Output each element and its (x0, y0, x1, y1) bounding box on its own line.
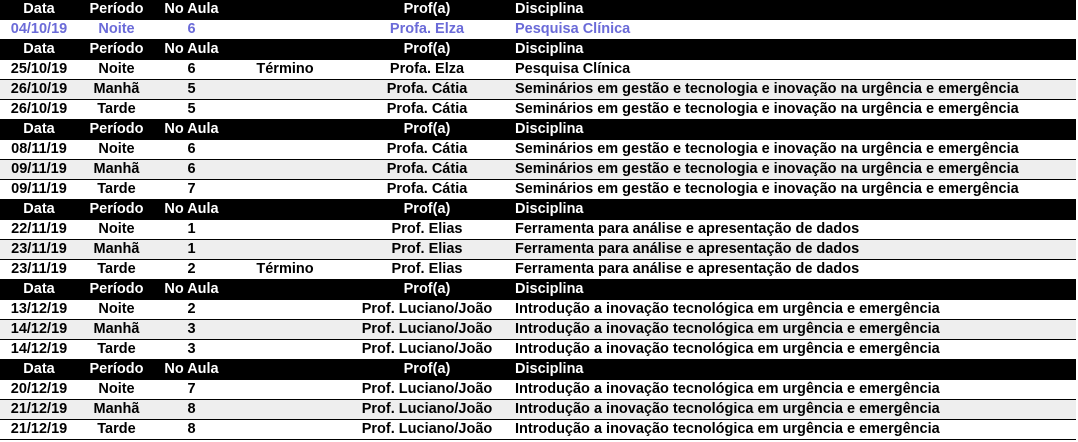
cell-disciplina: Pesquisa Clínica (512, 60, 1076, 80)
cell-periodo: Noite (78, 300, 155, 320)
header-periodo: Período (78, 360, 155, 380)
table-row (0, 180, 1076, 200)
cell-periodo: Noite (78, 60, 155, 80)
table-row (0, 140, 1076, 160)
cell-obs (228, 300, 342, 320)
cell-data: 14/12/19 (0, 320, 78, 340)
cell-disciplina: Ferramenta para análise e apresentação de dados (512, 240, 1076, 260)
header-blank (228, 40, 342, 60)
header-row (0, 120, 1076, 140)
cell-data: 21/12/19 (0, 420, 78, 440)
header-no-aula: No Aula (155, 360, 228, 380)
cell-periodo: Tarde (78, 260, 155, 280)
header-disciplina: Disciplina (512, 280, 1076, 300)
cell-data: 23/11/19 (0, 240, 78, 260)
cell-no-aula: 1 (155, 220, 228, 240)
header-prof: Prof(a) (342, 280, 512, 300)
cell-data: 26/10/19 (0, 100, 78, 120)
header-blank (228, 360, 342, 380)
header-row (0, 360, 1076, 380)
table-row (0, 340, 1076, 360)
header-prof: Prof(a) (342, 120, 512, 140)
cell-no-aula: 5 (155, 80, 228, 100)
header-blank (228, 0, 342, 20)
header-data: Data (0, 280, 78, 300)
cell-periodo: Manhã (78, 400, 155, 420)
cell-disciplina: Introdução a inovação tecnológica em urgência e emergência (512, 420, 1076, 440)
table-row (0, 260, 1076, 280)
cell-periodo: Tarde (78, 100, 155, 120)
cell-data: 09/11/19 (0, 160, 78, 180)
header-disciplina: Disciplina (512, 40, 1076, 60)
cell-prof: Prof. Luciano/João (342, 300, 512, 320)
header-periodo: Período (78, 280, 155, 300)
cell-disciplina: Introdução a inovação tecnológica em urgência e emergência (512, 340, 1076, 360)
header-no-aula: No Aula (155, 200, 228, 220)
cell-prof: Profa. Elza (342, 20, 512, 40)
cell-obs: Término (228, 60, 342, 80)
cell-obs (228, 240, 342, 260)
header-prof: Prof(a) (342, 360, 512, 380)
cell-obs (228, 100, 342, 120)
cell-obs (228, 180, 342, 200)
cell-disciplina: Introdução a inovação tecnológica em urgência e emergência (512, 400, 1076, 420)
cell-obs (228, 160, 342, 180)
cell-disciplina: Seminários em gestão e tecnologia e inovação na urgência e emergência (512, 80, 1076, 100)
cell-data: 04/10/19 (0, 20, 78, 40)
cell-no-aula: 1 (155, 240, 228, 260)
cell-data: 09/11/19 (0, 180, 78, 200)
header-row (0, 0, 1076, 20)
table-row (0, 220, 1076, 240)
cell-prof: Prof. Elias (342, 260, 512, 280)
header-data: Data (0, 360, 78, 380)
cell-data: 08/11/19 (0, 140, 78, 160)
table-row (0, 20, 1076, 40)
cell-periodo: Manhã (78, 80, 155, 100)
header-data: Data (0, 200, 78, 220)
cell-no-aula: 7 (155, 380, 228, 400)
cell-obs: Término (228, 260, 342, 280)
header-disciplina: Disciplina (512, 360, 1076, 380)
cell-prof: Prof. Elias (342, 220, 512, 240)
cell-obs (228, 20, 342, 40)
cell-periodo: Tarde (78, 180, 155, 200)
cell-data: 20/12/19 (0, 380, 78, 400)
header-row (0, 40, 1076, 60)
header-row (0, 280, 1076, 300)
cell-disciplina: Introdução a inovação tecnológica em urgência e emergência (512, 300, 1076, 320)
cell-disciplina: Ferramenta para análise e apresentação de dados (512, 260, 1076, 280)
table-row (0, 420, 1076, 440)
cell-prof: Prof. Luciano/João (342, 340, 512, 360)
header-no-aula: No Aula (155, 280, 228, 300)
header-no-aula: No Aula (155, 120, 228, 140)
header-data: Data (0, 120, 78, 140)
cell-obs (228, 220, 342, 240)
cell-prof: Prof. Elias (342, 240, 512, 260)
cell-data: 22/11/19 (0, 220, 78, 240)
table-row (0, 240, 1076, 260)
cell-no-aula: 7 (155, 180, 228, 200)
cell-disciplina: Seminários em gestão e tecnologia e inovação na urgência e emergência (512, 180, 1076, 200)
header-disciplina: Disciplina (512, 200, 1076, 220)
table-row (0, 80, 1076, 100)
header-data: Data (0, 40, 78, 60)
cell-disciplina: Pesquisa Clínica (512, 20, 1076, 40)
header-no-aula: No Aula (155, 0, 228, 20)
cell-periodo: Noite (78, 20, 155, 40)
cell-no-aula: 6 (155, 60, 228, 80)
cell-prof: Profa. Elza (342, 60, 512, 80)
header-data: Data (0, 0, 78, 20)
cell-prof: Profa. Cátia (342, 160, 512, 180)
cell-prof: Profa. Cátia (342, 140, 512, 160)
table-row (0, 400, 1076, 420)
cell-no-aula: 3 (155, 320, 228, 340)
table-row (0, 300, 1076, 320)
cell-prof: Profa. Cátia (342, 100, 512, 120)
header-disciplina: Disciplina (512, 120, 1076, 140)
cell-data: 21/12/19 (0, 400, 78, 420)
cell-no-aula: 8 (155, 420, 228, 440)
cell-no-aula: 8 (155, 400, 228, 420)
header-periodo: Período (78, 200, 155, 220)
cell-data: 14/12/19 (0, 340, 78, 360)
cell-disciplina: Seminários em gestão e tecnologia e inovação na urgência e emergência (512, 100, 1076, 120)
cell-obs (228, 380, 342, 400)
cell-periodo: Tarde (78, 340, 155, 360)
cell-obs (228, 140, 342, 160)
header-blank (228, 120, 342, 140)
cell-data: 13/12/19 (0, 300, 78, 320)
header-prof: Prof(a) (342, 40, 512, 60)
cell-no-aula: 2 (155, 260, 228, 280)
header-prof: Prof(a) (342, 200, 512, 220)
cell-data: 26/10/19 (0, 80, 78, 100)
table-row (0, 60, 1076, 80)
table-row (0, 320, 1076, 340)
header-no-aula: No Aula (155, 40, 228, 60)
cell-no-aula: 2 (155, 300, 228, 320)
cell-periodo: Tarde (78, 420, 155, 440)
cell-obs (228, 320, 342, 340)
cell-disciplina: Ferramenta para análise e apresentação de dados (512, 220, 1076, 240)
cell-periodo: Manhã (78, 160, 155, 180)
cell-no-aula: 5 (155, 100, 228, 120)
header-blank (228, 280, 342, 300)
cell-prof: Prof. Luciano/João (342, 320, 512, 340)
cell-disciplina: Seminários em gestão e tecnologia e inovação na urgência e emergência (512, 140, 1076, 160)
cell-disciplina: Introdução a inovação tecnológica em urgência e emergência (512, 320, 1076, 340)
header-periodo: Período (78, 0, 155, 20)
cell-obs (228, 400, 342, 420)
cell-no-aula: 6 (155, 140, 228, 160)
table-row (0, 160, 1076, 180)
cell-prof: Prof. Luciano/João (342, 420, 512, 440)
header-row (0, 200, 1076, 220)
cell-periodo: Manhã (78, 240, 155, 260)
cell-periodo: Manhã (78, 320, 155, 340)
table-row (0, 380, 1076, 400)
cell-obs (228, 80, 342, 100)
cell-prof: Prof. Luciano/João (342, 400, 512, 420)
cell-periodo: Noite (78, 220, 155, 240)
cell-periodo: Noite (78, 380, 155, 400)
header-blank (228, 200, 342, 220)
cell-no-aula: 6 (155, 160, 228, 180)
cell-prof: Prof. Luciano/João (342, 380, 512, 400)
cell-no-aula: 6 (155, 20, 228, 40)
header-periodo: Período (78, 40, 155, 60)
header-periodo: Período (78, 120, 155, 140)
cell-obs (228, 340, 342, 360)
cell-prof: Profa. Cátia (342, 80, 512, 100)
cell-prof: Profa. Cátia (342, 180, 512, 200)
cell-periodo: Noite (78, 140, 155, 160)
header-disciplina: Disciplina (512, 0, 1076, 20)
cell-disciplina: Introdução a inovação tecnológica em urgência e emergência (512, 380, 1076, 400)
cell-disciplina: Seminários em gestão e tecnologia e inovação na urgência e emergência (512, 160, 1076, 180)
cell-data: 25/10/19 (0, 60, 78, 80)
cell-obs (228, 420, 342, 440)
cell-no-aula: 3 (155, 340, 228, 360)
table-row (0, 100, 1076, 120)
header-prof: Prof(a) (342, 0, 512, 20)
cell-data: 23/11/19 (0, 260, 78, 280)
